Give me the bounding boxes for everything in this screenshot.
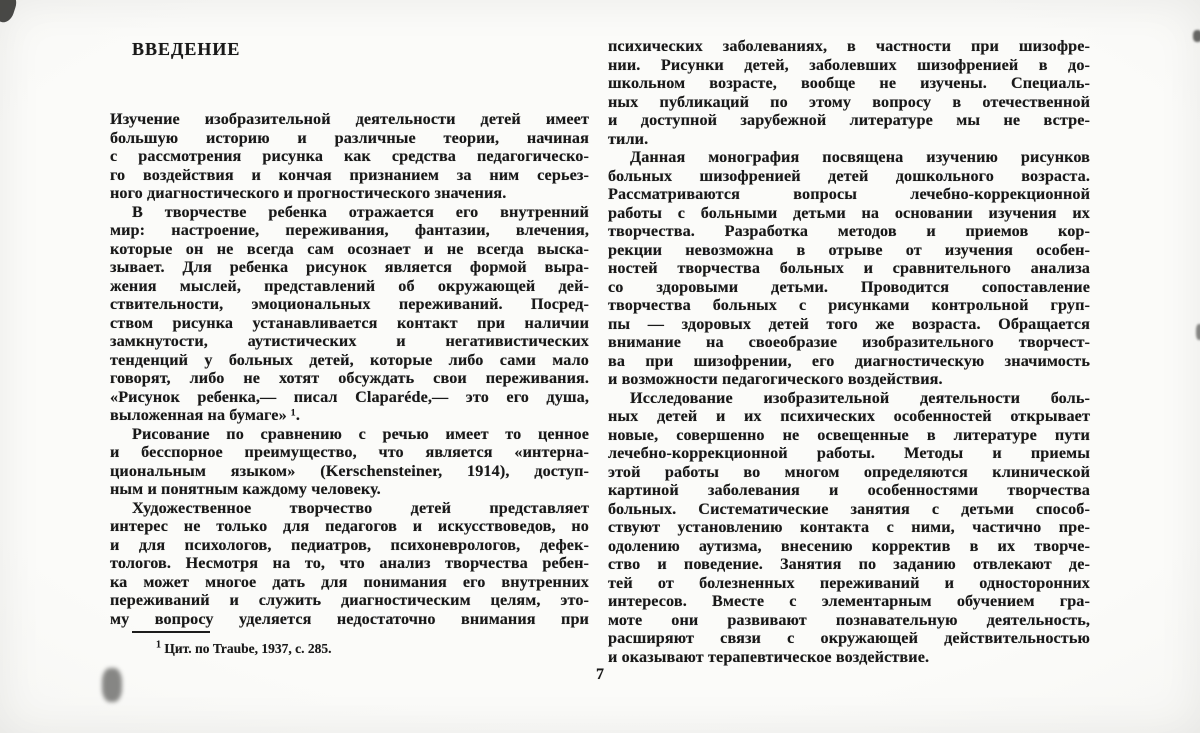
left-column	[110, 38, 589, 628]
text-line: моте они развивают познавательную деятельность,	[608, 610, 1090, 629]
text-line: Рассматриваются вопросы лечебно-коррекционной	[608, 185, 1090, 203]
text-line: со здоровыми детьми. Проводится сопоставление	[608, 277, 1090, 296]
scan-artifact-corner	[0, 0, 19, 25]
text-line: зывает. Для ребенка рисунок является формой выра-	[110, 258, 589, 276]
text-line: тили.	[608, 129, 649, 148]
paragraph	[608, 37, 1090, 148]
text-line: этой работы во многом определяются клинической	[608, 462, 1090, 481]
footnote-marker: 1	[156, 639, 161, 651]
paragraph	[608, 148, 1090, 389]
text-line: «Рисунок ребенка,— писал Claparéde,— это его душа,	[110, 387, 589, 406]
page-number: 7	[596, 666, 604, 683]
text-line: интерес не только для педагогов и искусствоведов, но	[110, 517, 589, 535]
text-line: Изучение изобразительной деятельности детей имеет	[110, 110, 589, 128]
text-line: нии. Рисунки детей, заболевших шизофренией в до-	[608, 55, 1090, 74]
text-line: тологов. Несмотря на то, что анализ творчества ребен-	[110, 554, 589, 572]
left-column-text	[110, 110, 589, 628]
text-line: говорят, либо не хотят обсуждать свои переживания.	[110, 369, 589, 387]
text-line: больных. Систематические занятия с детьми способ-	[608, 499, 1090, 518]
text-line: жения мыслей, представлений об окружающей дей-	[110, 276, 589, 295]
text-line: го воздействия и кончая признанием за ним серьез-	[110, 165, 589, 184]
chapter-heading: ВВЕДЕНИЕ	[132, 39, 241, 59]
text-line: му вопросу уделяется недостаточно внимания при	[110, 609, 589, 628]
text-line: ностей творчества больных и сравнительного анализа	[608, 259, 1090, 277]
text-line: творчества. Разработка методов и приемов кор-	[608, 222, 1090, 240]
text-line: ных детей и их психических особенностей открывает	[608, 407, 1090, 425]
text-line: больных шизофренией детей дошкольного возраста.	[608, 166, 1090, 185]
text-line: Данная монография посвящена изучению рисунков	[630, 148, 1090, 166]
text-line: расширяют связи с окружающей действительностью	[608, 629, 1090, 647]
text-line: ствуют установлению контакта с ними, частично пре-	[608, 518, 1090, 536]
text-line: и бесспорное преимущество, что является «интерна-	[110, 443, 589, 461]
text-line: творчества больных с рисунками контрольной груп-	[608, 296, 1090, 314]
text-line: пы — здоровых детей того же возраста. Обращается	[608, 314, 1090, 333]
paragraph	[110, 425, 589, 499]
scan-artifact-smudge	[102, 668, 122, 702]
scan-artifact-edge	[1196, 324, 1200, 340]
text-line: ка может многое дать для понимания его внутренних	[110, 572, 589, 591]
text-line: одолению аутизма, внесению корректив в их творче-	[608, 536, 1090, 555]
text-line: внимание на своеобразие изобразительного творчест-	[608, 333, 1090, 351]
text-line: работы с больными детьми на основании изучения их	[608, 203, 1090, 222]
text-line: мир: настроение, переживания, фантазии, влечения,	[110, 221, 589, 239]
right-column	[608, 37, 1090, 666]
text-line: ва при шизофрении, его диагностическую значимость	[608, 351, 1090, 370]
text-line: и оказывают терапевтическое воздействие.	[608, 647, 930, 666]
text-line: и для психологов, педиатров, психоневрологов, дефек-	[110, 535, 589, 554]
paragraph	[608, 389, 1090, 667]
footnote	[110, 640, 589, 657]
text-line: и возможности педагогического воздействия.	[608, 370, 943, 388]
paragraph	[110, 499, 589, 629]
text-line: которые он не всегда сам осознает и не всегда выска-	[110, 239, 589, 258]
footnote-text: Цит. по Traube, 1937, с. 285.	[164, 641, 332, 656]
text-line: выложенная на бумаге» ¹.	[110, 406, 301, 424]
footnote-divider	[132, 631, 210, 633]
text-line: новые, совершенно не освещенные в литературе пути	[608, 425, 1090, 444]
text-line: ных публикаций по этому вопросу в отечественной	[608, 92, 1090, 111]
text-line: переживаний и служить диагностическим целям, это-	[110, 591, 589, 609]
text-line: Художественное творчество детей представляет	[132, 498, 589, 517]
text-line: ство и поведение. Занятия по заданию отвлекают де-	[608, 555, 1090, 573]
text-line: Исследование изобразительной деятельности боль-	[630, 388, 1090, 407]
text-line: циональным языком» (Kerschensteiner, 1914), доступ-	[110, 461, 589, 480]
text-line: и доступной зарубежной литературе мы не встре-	[608, 111, 1090, 129]
text-line: Рисование по сравнению с речью имеет то ценное	[132, 424, 589, 443]
text-line: ным и понятным каждому человеку.	[110, 480, 381, 498]
text-line: ного диагностического и прогностического значения.	[110, 184, 507, 202]
text-line: ствительности, эмоциональных переживаний. Посред-	[110, 295, 589, 313]
scan-artifact-edge	[1193, 30, 1200, 42]
text-line: В творчестве ребенка отражается его внутренний	[132, 202, 589, 221]
text-line: интересов. Вместе с элементарным обучением гра-	[608, 592, 1090, 610]
text-line: картиной заболевания и особенностями творчества	[608, 481, 1090, 499]
text-line: тей от болезненных переживаний и односторонних	[608, 573, 1090, 592]
right-column-text	[608, 37, 1090, 666]
text-line: большую историю и различные теории, начиная	[110, 128, 589, 147]
text-line: тенденций у больных детей, которые либо сами мало	[110, 350, 589, 369]
text-line: с рассмотрения рисунка как средства педагогическо-	[110, 147, 589, 165]
text-line: рекции невозможна в отрыве от изучения особен-	[608, 240, 1090, 259]
text-line: психических заболеваниях, в частности при шизофре-	[608, 37, 1090, 55]
text-line: замкнутости, аутистических и негативистических	[110, 332, 589, 350]
paragraph	[110, 203, 589, 425]
paragraph	[110, 110, 589, 203]
text-line: лечебно-коррекционной работы. Методы и приемы	[608, 444, 1090, 462]
text-line: школьном возрасте, вообще не изучены. Специаль-	[608, 74, 1090, 92]
text-line: ством рисунка устанавливается контакт при наличии	[110, 313, 589, 332]
